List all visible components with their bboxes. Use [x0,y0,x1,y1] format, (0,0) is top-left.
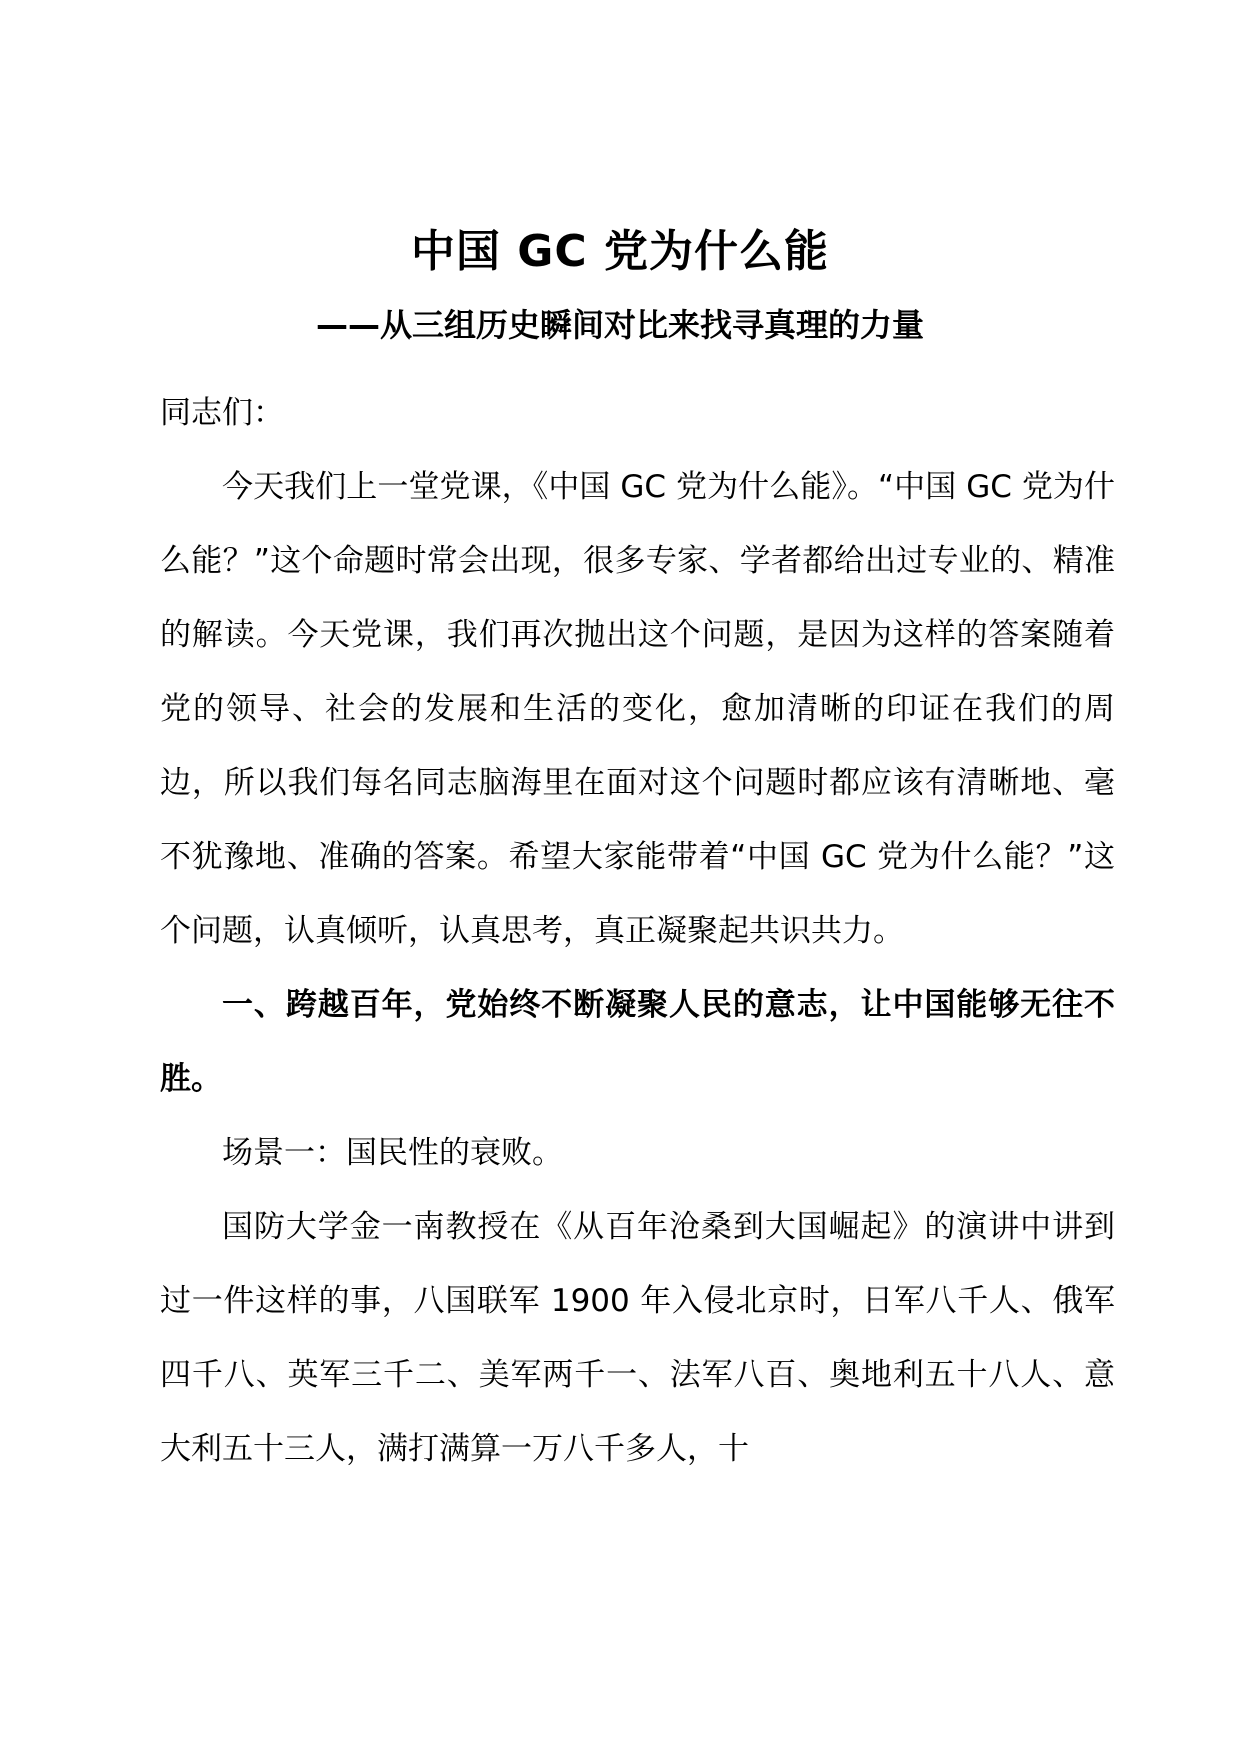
document-title: 中国 GC 党为什么能 [410,226,830,277]
salutation: 同志们： [160,395,284,431]
scene-heading-1: 场景一：国民性的衰败。 [222,1135,563,1171]
section-heading-1: 一、跨越百年，党始终不断凝聚人民的意志，让中国能够无往不胜。 [160,987,1115,1097]
document-subtitle: ——从三组历史瞬间对比来找寻真理的力量 [315,306,924,344]
body-paragraph-intro: 今天我们上一堂党课，《中国 GC 党为什么能》。“中国 GC 党为什么能？”这个命题时常会出现，很多专家、学者都给出过专业的、精准的解读。今天党课，我们再次抛出这个问题，是因为这样的答案随着党的领导、社会的发展和生活的变化，愈加清晰的印证在我们的周边，所以我们每名同志脑海里在面对这个问题时都应该有清晰地、毫不犹豫地、准确的答案。希望大家能带着“中国 GC 党为什么能？”这个问题，认真倾听，认真思考，真正凝聚起共识共力。 [160,469,1115,949]
body-paragraph-scene-1: 国防大学金一南教授在《从百年沧桑到大国崛起》的演讲中讲到过一件这样的事，八国联军 1900 年入侵北京时，日军八千人、俄军四千八、英军三千二、美军两千一、法军八百、奥地利五十八人、意大利五十三人，满打满算一万八千多人，十 [160,1209,1115,1467]
document-body [160,376,1115,1486]
